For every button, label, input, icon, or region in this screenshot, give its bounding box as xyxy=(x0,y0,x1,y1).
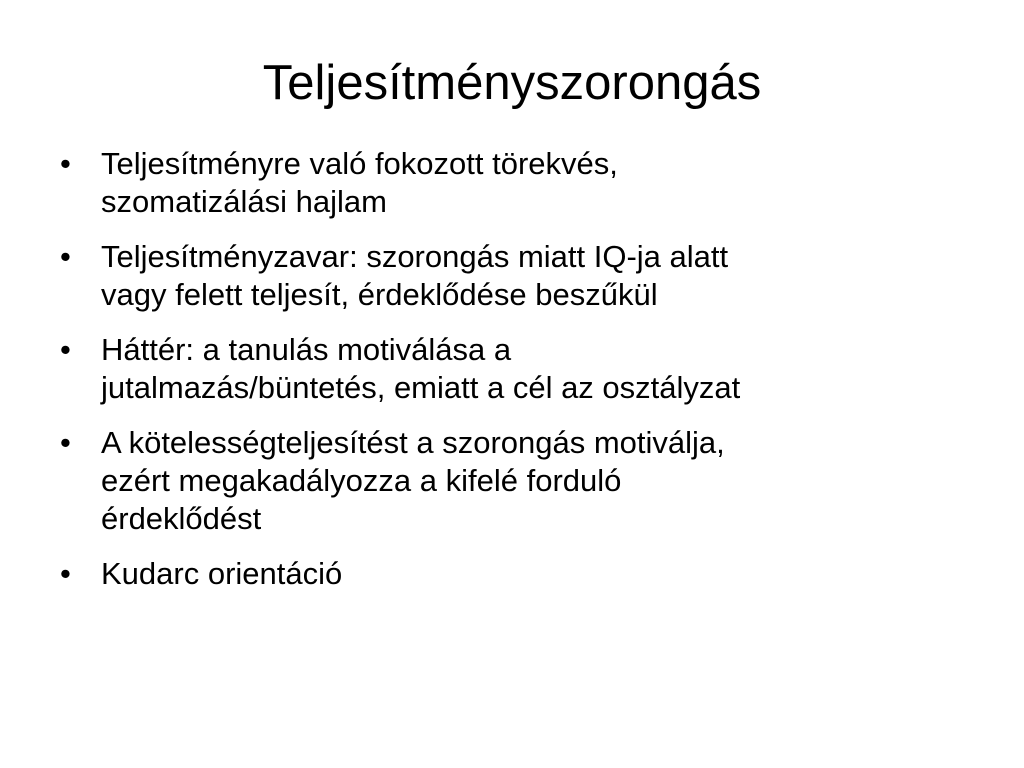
bullet-list xyxy=(58,145,958,610)
list-item xyxy=(58,331,958,407)
bullet-text-line: Teljesítményzavar: szorongás miatt IQ-ja alatt xyxy=(101,239,729,274)
bullet-text-line: ezért megakadályozza a kifelé forduló xyxy=(101,463,622,498)
bullet-icon: • xyxy=(60,425,71,460)
bullet-text-line: érdeklődést xyxy=(101,501,262,536)
slide-title: Teljesítményszorongás xyxy=(262,56,762,110)
bullet-text-line: jutalmazás/büntetés, emiatt a cél az osztályzat xyxy=(101,370,741,405)
bullet-text-line: Háttér: a tanulás motiválása a xyxy=(101,332,512,367)
bullet-text-line: szomatizálási hajlam xyxy=(101,184,387,219)
bullet-icon: • xyxy=(60,556,71,591)
bullet-icon: • xyxy=(60,239,71,274)
bullet-text-line: Teljesítményre való fokozott törekvés, xyxy=(101,146,618,181)
bullet-text-line: vagy felett teljesít, érdeklődése beszűkül xyxy=(101,277,658,312)
bullet-icon: • xyxy=(60,332,71,367)
bullet-text-line: Kudarc orientáció xyxy=(101,556,343,591)
bullet-icon: • xyxy=(60,146,71,181)
bullet-text-line: A kötelességteljesítést a szorongás motiválja, xyxy=(101,425,725,460)
list-item xyxy=(58,145,958,221)
list-item xyxy=(58,555,958,593)
list-item xyxy=(58,424,958,538)
list-item xyxy=(58,238,958,314)
